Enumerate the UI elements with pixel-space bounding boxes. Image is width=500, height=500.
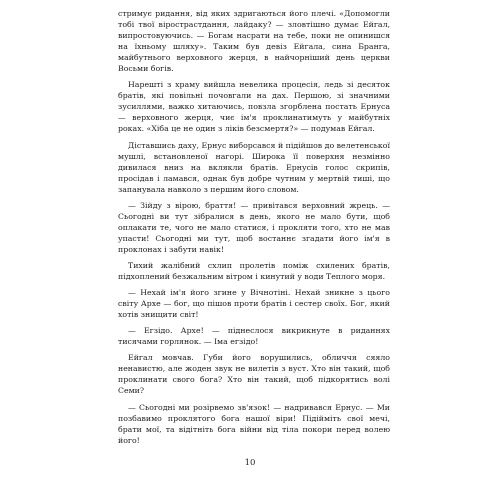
paragraph: Діставшись даху, Ернус виборсався й підійшов до велетенської мушлі, встановленої нагорі. Широка її поверхня незмінно дивилася вниз на вклякли братів. Ернусів голос скрипів, просідав і ламався, однак був добре чутним у мертвій тиші, що запанувала навколо з першим його словом. <box>118 140 390 194</box>
paragraph: — Сьогодні ми розірвемо зв'язок! — надривався Ернус. — Ми позбавимо проклятого бога нашої віри! Підійміть свої мечі, брати мої, та відітніть бога війни від тіла покори перед волею його! <box>118 402 390 445</box>
paragraph: стримує ридання, від яких здригаються його плечі. «Допомогли тобі твої вірострастдання, лайдаку? — зловтішно думає Ейгал, випростовуючись. — Богам насрати на тебе, поки не опинишся на їхньому шляху». Таким був девіз Ейгала, сина Бранга, майбутнього верховного жерця, в найчорніший день церкви Восьми богів. <box>118 9 390 74</box>
page-number: 10 <box>244 458 256 468</box>
paragraph: — Нехай ім'я його згине у Вічнотіні. Нехай зникне з цього світу Архе — бог, що пішов проти братів і сестер своїх. Бог, який хотів знищити світ! <box>118 288 390 320</box>
paragraph: Тихий жалібний схлип пролетів поміж схилених братів, підхоплений безжальним вітром і кинутий у води Теплого моря. <box>118 260 390 282</box>
paragraph: Нарешті з храму вийшла невелика процесія, ледь зі десяток братів, які повільні почовгали на дах. Першою, зі значними зусиллями, важко хитаючись, повзла згорблена постать Ернуса — верховного жерця, чиє ім'я проклинатимуть у майбутніх роках. «Хіба це не один з ліків безсмертя?» — подумав Ейгал. <box>118 80 390 134</box>
paragraph: — Егзідо. Архе! — піднеслося викрикнуте в риданнях тисячами горлянок. — Іма егзідо! <box>118 326 390 347</box>
paragraph: — Зійду з вірою, браття! — привітався верховний жрець. — Сьогодні ви тут зібралися в день, якого не мало бути, щоб оплакати те, чого не мало статися, і прокляти того, хто не мав упасти! Сьогодні ми тут, щоб востаннє згадати його ім'я в проклонах і забути навік! <box>118 200 390 254</box>
paragraph: Ейгал мовчав. Губи його ворушились, обличчя сяяло ненавистю, але жоден звук не вилетів з вуст. Хто він такий, щоб проклинати свого бога? Хто він такий, щоб підкорятись волі Семи? <box>118 353 390 396</box>
body-text <box>118 8 390 446</box>
